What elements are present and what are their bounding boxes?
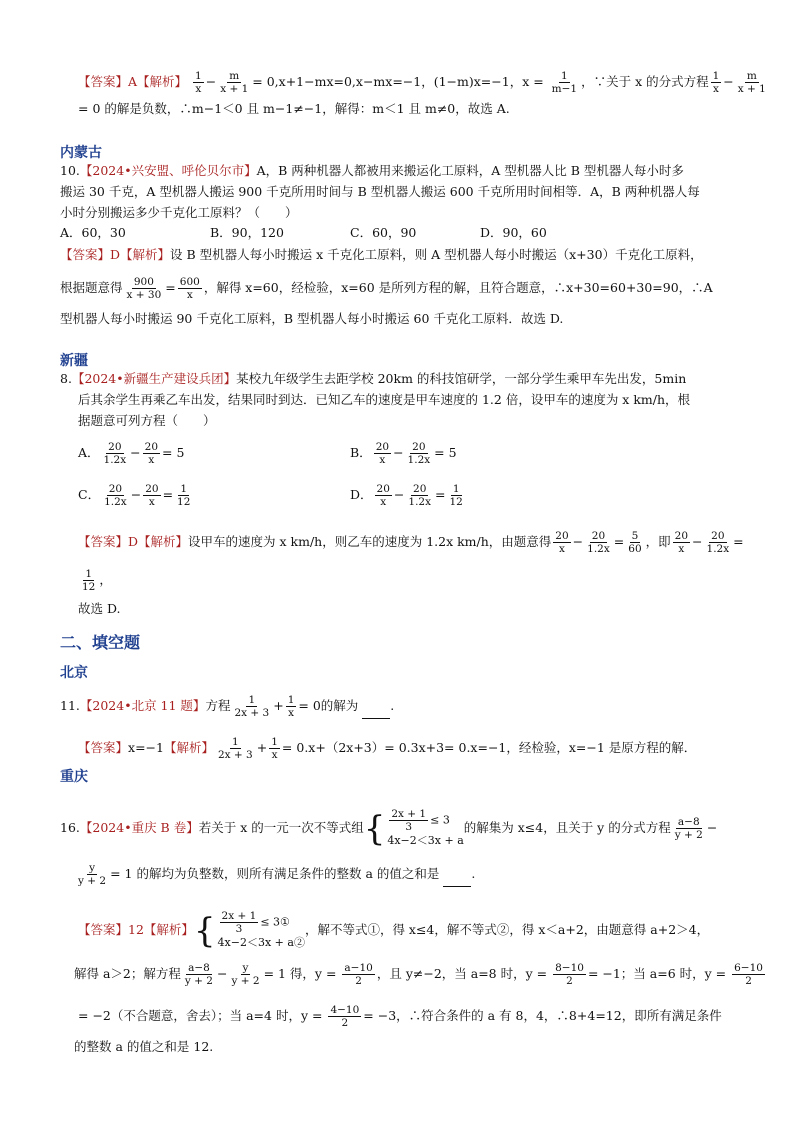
source-tag: 【2024•兴安盟、呼伦贝尔市】	[79, 163, 257, 178]
q16-answer-2: 解得 a＞2；解方程 $\frac{a-8}{y + 2}$ − $\frac{y}{y + 2}$ = 1 得，y = $\frac{a-10}{2}$ ，且 y≠−2，当 a=8 时，y = $\frac{8-10}{2}$ = −1；当 a=6 时，y = $\frac{6-10}{2}$	[74, 962, 763, 987]
q16-answer-4: 的整数 a 的值之和是 12.	[74, 1039, 214, 1054]
q10-answer-1: 【答案】D【解析】设 B 型机器人每小时搬运 x 千克化工原料，则 A 型机器人每小时搬运（x+30）千克化工原料，	[60, 247, 703, 262]
fraction: $\frac{m}{x + 1}$	[220, 70, 249, 95]
fraction: $\frac{600}{x}$	[179, 276, 200, 301]
q8-answer-2: $\frac{1}{12}$ ，	[82, 568, 112, 593]
q10-line-1: 10.【2024•兴安盟、呼伦贝尔市】A，B 两种机器人都被用来搬运化工原料，A 型机器人比 B 型机器人每小时多	[60, 163, 684, 178]
q8-line-3: 据题意可列方程（ ）	[78, 413, 216, 428]
fraction: $\frac{1}{x}$	[712, 70, 720, 95]
q8-line-2: 后其余学生再乘乙车出发，结果同时到达．已知乙车的速度是甲车速度的 1.2 倍，设甲车的速度为 x km/h，根	[78, 392, 691, 407]
q11-answer: 【答案】x=−1【解析】 $\frac{1}{2x + 3}$ + $\frac{1}{x}$ = 0.x+（2x+3）= 0.3x+3= 0.x=−1，经检验，x=−1 是原方程的解．	[78, 736, 697, 761]
option-c: C． $\frac{20}{1.2x}$ − $\frac{20}{x}$ = $\frac{1}{12}$	[78, 483, 191, 508]
q10-line-2: 搬运 30 千克，A 型机器人搬运 900 千克所用时间与 B 型机器人搬运 600 千克所用时间相等．A，B 两种机器人每	[60, 184, 700, 199]
fraction: $\frac{m}{x + 1}$	[737, 70, 766, 95]
q16-answer-3: = −2（不合题意，舍去）；当 a=4 时，y = $\frac{4-10}{2}$ = −3，∴符合条件的 a 有 8，4，∴8+4=12，即所有满足条件	[78, 1004, 722, 1029]
option-a: A． $\frac{20}{1.2x}$ − $\frac{20}{x}$ = 5	[78, 441, 185, 466]
option-b: B．90，120	[210, 225, 284, 240]
prev-answer-line-2: = 0 的解是负数，∴m−1＜0 且 m−1≠−1，解得：m＜1 且 m≠0，故选 A.	[78, 101, 510, 116]
answer-label: 【答案】A【解析】	[78, 74, 188, 89]
option-b: B． $\frac{20}{x}$ − $\frac{20}{1.2x}$ = 5	[350, 441, 457, 466]
source-tag: 【2024•北京 11 题】	[79, 698, 206, 713]
answer-blank	[362, 706, 390, 719]
q11-line: 11.【2024•北京 11 题】方程 $\frac{1}{2x + 3}$ + $\frac{1}{x}$ = 0的解为 .	[60, 694, 395, 719]
inequality-system: { $\frac{2x + 1}{3}$ ≤ 3 4x−2＜3x + a	[363, 808, 464, 849]
q8-answer-1: 【答案】D【解析】设甲车的速度为 x km/h，则乙车的速度为 1.2x km/h，由题意得 $\frac{20}{x}$ − $\frac{20}{1.2x}$ = $\frac{5}{60}$ ，即 $\frac{20}{x}$ − $\frac{20}{1.2x}$ =	[78, 530, 744, 555]
q10-line-3: 小时分别搬运多少千克化工原料？（ ）	[60, 205, 298, 220]
fraction: $\frac{1}{m-1}$	[551, 70, 578, 95]
q16-answer-1: 【答案】12【解析】 { $\frac{2x + 1}{3}$ ≤ 3① 4x−2＜3x + a② ，解不等式①，得 x≤4，解不等式②，得 x＜a+2，由题意得 a+2＞4，	[78, 910, 710, 951]
source-tag: 【2024•新疆生产建设兵团】	[71, 371, 237, 386]
option-c: C．60，90	[350, 225, 417, 240]
region-heading: 北京	[60, 665, 88, 681]
q8-answer-3: 故选 D.	[78, 601, 121, 616]
region-heading: 新疆	[60, 353, 88, 369]
section-heading: 二、填空题	[60, 633, 141, 652]
fraction: $\frac{900}{x + 30}$	[126, 276, 162, 301]
fraction: $\frac{1}{x}$	[195, 70, 202, 95]
prev-answer-line-1: 【答案】A【解析】 $\frac{1}{x}$ − $\frac{m}{x + 1}$ = 0,x+1−mx=0,x−mx=−1，(1−m)x=−1，x = $\frac{1}{m-1}$ ，∵关于 x 的分式方程 $\frac{1}{x}$ − $\frac{m}{x + 1}$	[78, 70, 766, 95]
option-d: D．90，60	[480, 225, 547, 240]
region-heading: 内蒙古	[60, 145, 102, 161]
region-heading: 重庆	[60, 769, 88, 785]
inequality-system: { $\frac{2x + 1}{3}$ ≤ 3① 4x−2＜3x + a②	[193, 910, 305, 951]
q10-answer-3: 型机器人每小时搬运 90 千克化工原料，B 型机器人每小时搬运 60 千克化工原料．故选 D.	[60, 311, 564, 326]
circled-2: ②	[293, 936, 305, 949]
option-d: D． $\frac{20}{x}$ − $\frac{20}{1.2x}$ = $\frac{1}{12}$	[350, 483, 463, 508]
q10-answer-2: 根据题意得 $\frac{900}{x + 30}$ = $\frac{600}{x}$ ，解得 x=60，经检验，x=60 是所列方程的解，且符合题意，∴x+30=60+30=90，∴A	[60, 276, 713, 301]
source-tag: 【2024•重庆 B 卷】	[79, 820, 199, 835]
circled-1: ①	[280, 915, 290, 929]
q16-line-1: 16.【2024•重庆 B 卷】若关于 x 的一元一次不等式组 { $\frac{2x + 1}{3}$ ≤ 3 4x−2＜3x + a 的解集为 x≤4，且关于 y 的分式方程 $\frac{a-8}{y + 2}$ −	[60, 808, 718, 849]
answer-blank	[443, 874, 471, 887]
q16-line-2: $\frac{y}{y + 2}$ = 1 的解均为负整数，则所有满足条件的整数 a 的值之和是 .	[78, 862, 476, 887]
q8-line-1: 8.【2024•新疆生产建设兵团】某校九年级学生去距学校 20km 的科技馆研学，一部分学生乘甲车先出发，5min	[60, 371, 687, 386]
option-a: A．60，30	[60, 225, 126, 240]
